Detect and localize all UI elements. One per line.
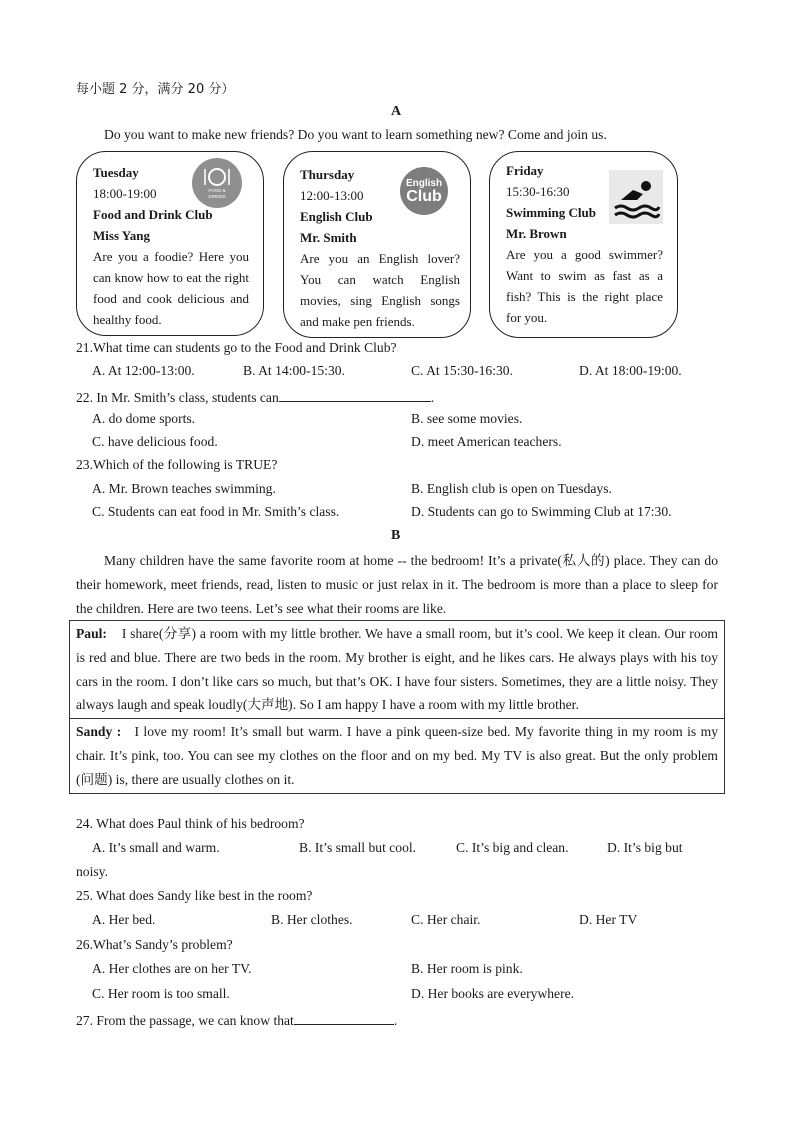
swimmer-icon [609,170,663,224]
logo-line1: English [405,177,443,189]
q25-option-a: A. Her bed. [92,912,156,927]
club-name: Swimming Club [506,205,596,220]
q27-end: . [393,1013,398,1028]
paul-text: I share(分享) a room with my little brother. We have a small room, but it’s cool. We keep it clean. Our room is red and blue. There are two beds in the room. My brother is eight, and he likes cars. He always plays with his toy cars in the room. I don’t like cars so much, but that’s OK. I have four sisters. Sometimes, they are a little noisy. They always laugh and speak loudly(大声地). So I am happy I have a room with my little brother. [76,626,719,713]
club-day: Thursday [300,167,355,182]
passage-table [69,620,725,794]
sandy-cell [70,718,724,792]
club-teacher: Mr. Smith [300,230,357,245]
q24-option-b: B. It’s small but cool. [299,840,417,855]
club-day: Tuesday [93,165,139,180]
english-club-logo [400,167,448,215]
q24-option-a: A. It’s small and warm. [92,840,220,855]
fork-plate-icon [192,158,242,208]
passage-text: Many children have the same favorite room at home -- the bedroom! It’s a private(私人的) place. They can do their homework, meet friends, read, listen to music or just relax in it. The bedroom is more than a place to sleep for the children. Here are two teens. Let’s see what their rooms are like. [76,553,718,616]
q22-option-d: D. meet American teachers. [411,434,562,449]
paul-label: Paul: [76,626,107,641]
question-27 [76,1010,397,1029]
club-card-food [76,151,264,336]
q25-option-d: D. Her TV [579,912,638,927]
q21-option-c: C. At 15:30-16:30. [411,363,513,378]
q24-option-d-cont: noisy. [76,864,108,879]
club-description: Are you a good swimmer? Want to swim as fast as a fish? This is the right place for you. [506,247,663,325]
club-teacher: Miss Yang [93,228,150,243]
section-header: 每小题 2 分，满分 20 分） [76,82,235,97]
q22-option-c: C. have delicious food. [92,434,218,449]
q23-option-b: B. English club is open on Tuesdays. [411,481,612,496]
q23-option-a: A. Mr. Brown teaches swimming. [92,481,276,496]
question-26: 26.What’s Sandy’s problem? [76,937,233,952]
question-22: 22. In Mr. Smith’s class, students can . [76,387,434,406]
q22-option-a: A. do dome sports. [92,411,196,426]
q26-option-d: D. Her books are everywhere. [411,986,575,1001]
club-teacher: Mr. Brown [506,226,567,241]
club-time: 15:30-16:30 [506,184,570,199]
question-23: 23.Which of the following is TRUE? [76,457,278,472]
sandy-label: Sandy : [76,724,122,740]
paul-cell [70,621,724,718]
club-card-swimming [489,151,678,338]
section-a-title: A [391,104,402,119]
q24-option-c: C. It’s big and clean. [456,840,569,855]
section-b-title: B [391,528,401,543]
q27-stem: 27. From the passage, we can know that [76,1013,294,1028]
q22-stem: 22. In Mr. Smith’s class, students can [76,390,279,405]
question-25: 25. What does Sandy like best in the room? [76,888,313,903]
q25-option-b: B. Her clothes. [271,912,353,927]
club-description: Are you a foodie? Here you can know how to eat the right food and cook delicious and healthy food. [93,249,249,327]
food-icon-text: FOOD & DRINKS [208,187,226,199]
answer-blank [294,1010,394,1025]
question-24: 24. What does Paul think of his bedroom? [76,816,305,831]
club-description: Are you an English lover? You can watch English movies, sing English songs and make pen friends. [300,251,460,329]
section-a-intro: Do you want to make new friends? Do you want to learn something new? Come and join us. [104,127,607,142]
answer-blank [279,387,431,402]
q26-option-a: A. Her clothes are on her TV. [92,961,252,976]
club-day: Friday [506,163,544,178]
q24-option-d: D. It’s big but [607,840,683,855]
q22-option-b: B. see some movies. [411,411,523,426]
sandy-text: I love my room! It’s small but warm. I have a pink queen-size bed. My favorite thing in my room is my chair. It’s pink, too. You can see my clothes on the floor and on my bed. My TV is also great. But the only problem (问题) is, there are usually clothes on it. [76,724,718,787]
club-name: English Club [300,209,373,224]
q25-option-c: C. Her chair. [411,912,481,927]
section-b-passage [76,549,718,620]
club-name: Food and Drink Club [93,207,213,222]
club-card-english [283,151,471,338]
club-time: 12:00-13:00 [300,188,364,203]
q21-option-d: D. At 18:00-19:00. [579,363,682,378]
q23-option-c: C. Students can eat food in Mr. Smith’s class. [92,504,340,519]
question-21: 21.What time can students go to the Food and Drink Club? [76,340,397,355]
q26-option-c: C. Her room is too small. [92,986,230,1001]
q26-option-b: B. Her room is pink. [411,961,523,976]
q21-option-a: A. At 12:00-13:00. [92,363,195,378]
q21-option-b: B. At 14:00-15:30. [243,363,345,378]
logo-line2: Club [406,187,442,205]
club-time: 18:00-19:00 [93,186,157,201]
q23-option-d: D. Students can go to Swimming Club at 17:30. [411,504,672,519]
